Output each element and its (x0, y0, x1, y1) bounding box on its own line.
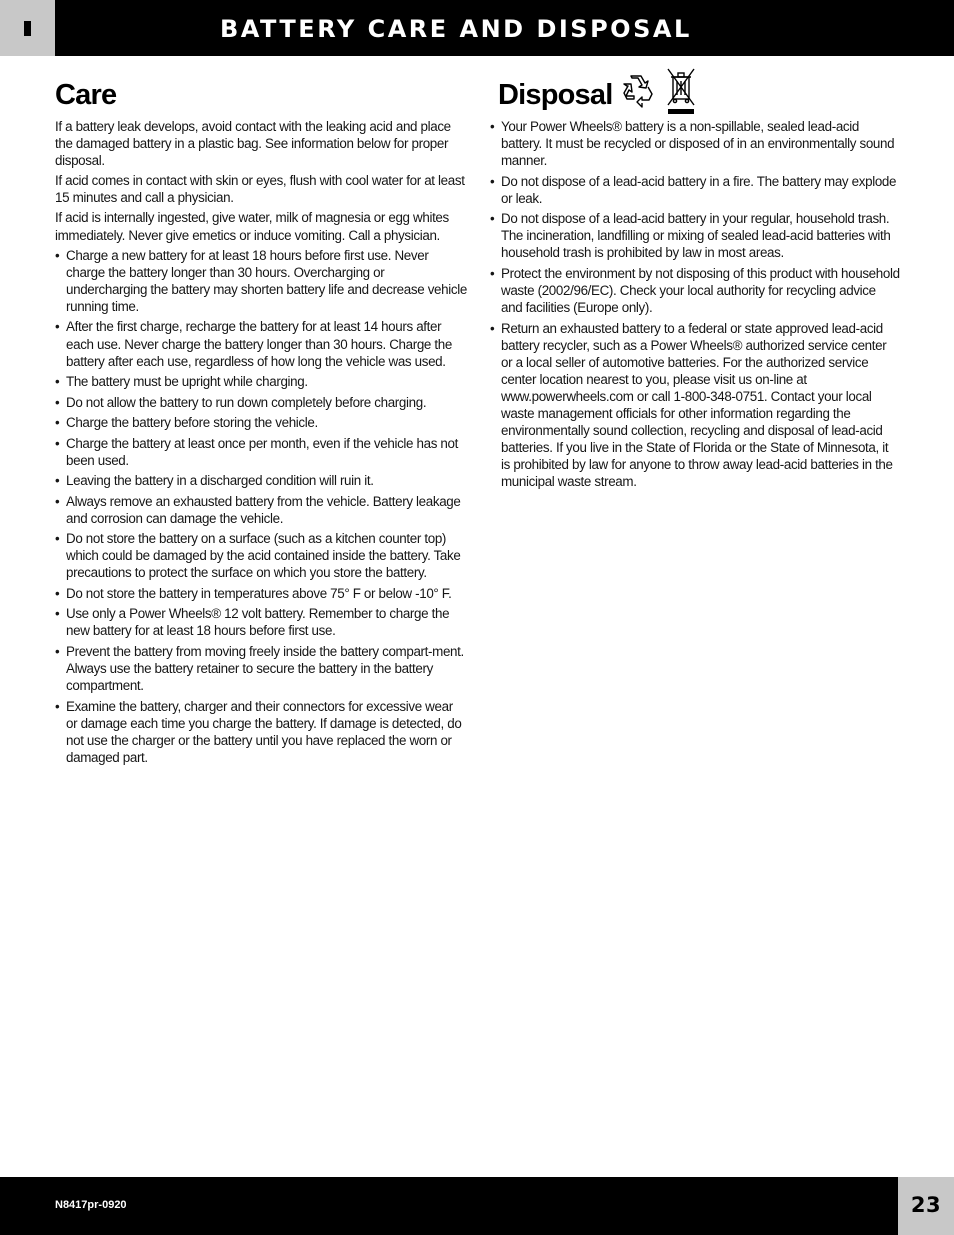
disposal-bullet-item: • Your Power Wheels® battery is a non-spillable, sealed lead-acid battery. It must be recycled or disposed of in an environmentally sound manner. (490, 119, 895, 169)
section-marker-icon (24, 21, 31, 36)
care-bullet-list (55, 247, 467, 766)
care-bullet-item: • Examine the battery, charger and their connectors for excessive wear or damage each time you charge the battery. If damage is detected, do not use the charger or the battery until you have replaced the worn or damaged part. (55, 698, 462, 765)
care-bullet-item: • Do not store the battery in temperatures above 75° F or below -10° F. (55, 585, 452, 601)
care-bullet-item: • The battery must be upright while charging. (55, 374, 308, 390)
recycle-icon (620, 74, 656, 116)
disposal-bullet-item: • Protect the environment by not disposing of this product with household waste (2002/96/EC). Check your local authority for recycling advice and facilities (Europe only). (490, 265, 900, 316)
page-footer (0, 1177, 954, 1235)
disposal-heading (498, 78, 900, 112)
care-bullet-item: • Always remove an exhausted battery from the vehicle. Battery leakage and corrosion can damage the vehicle. (55, 493, 461, 526)
disposal-bullet-item: • Return an exhausted battery to a federal or state approved lead-acid battery recycler, such as a Power Wheels® authorized service center or a local seller of automotive batteries. For the authorized service center location nearest to you, please visit us on-line at www.powerwheels.com or call 1-800-348-0751. Contact your local waste management officials for other information regarding the environmentally sound collection, recycling and disposal of lead-acid batteries. If you live in the State of Florida or the State of Minnesota, it is prohibited by law for anyone to throw away lead-acid batteries in the municipal waste stream. (490, 320, 893, 490)
disposal-bullet-item: • Do not dispose of a lead-acid battery in a fire. The battery may explode or leak. (490, 173, 897, 206)
page-number-box (898, 1177, 954, 1235)
care-bullet-item: • Charge the battery at least once per month, even if the vehicle has not been used. (55, 435, 458, 468)
page-title: BATTERY CARE AND DISPOSAL (220, 15, 692, 43)
care-bullet-item: • Charge the battery before storing the vehicle. (55, 415, 318, 431)
section-tab (0, 0, 55, 56)
care-bullet-item: • After the first charge, recharge the battery for at least 14 hours after each use. Never charge the battery longer than 30 hours. Charge the battery after each use, regardless of how long the vehicle was used. (55, 319, 452, 369)
care-section (55, 78, 467, 769)
care-heading-text: Care (55, 79, 117, 111)
care-bullet-item: • Use only a Power Wheels® 12 volt battery. Remember to charge the new battery for at least 18 hours before first use. (55, 606, 450, 639)
care-bullet-item: • Charge a new battery for at least 18 hours before first use. Never charge the battery longer than 30 hours. Overcharging or undercharging the battery may shorten battery life and decrease vehicle running time. (55, 247, 467, 314)
disposal-bullet-list (490, 118, 900, 491)
disposal-section (490, 78, 900, 494)
care-paragraphs (55, 118, 467, 244)
care-paragraph: If acid comes in contact with skin or eyes, flush with cool water for at least 15 minutes and call a physician. (55, 173, 465, 206)
page-number: 23 (910, 1193, 942, 1217)
page-header (0, 0, 954, 56)
disposal-heading-text: Disposal (498, 79, 613, 111)
care-paragraph: If acid is internally ingested, give water, milk of magnesia or egg whites immediately. Never give emetics or induce vomiting. Call a physician. (55, 210, 449, 243)
care-bullet-item: • Do not allow the battery to run down completely before charging. (55, 394, 427, 410)
care-paragraph: If a battery leak develops, avoid contact with the leaking acid and place the damaged battery in a plastic bag. See information below for proper disposal. (55, 119, 451, 169)
disposal-bullet-item: • Do not dispose of a lead-acid battery in your regular, household trash. The incineration, landfilling or mixing of sealed lead-acid batteries with household trash is prohibited by law in most areas. (490, 211, 891, 261)
care-bullet-item: • Leaving the battery in a discharged condition will ruin it. (55, 473, 374, 489)
care-heading (55, 78, 467, 112)
care-bullet-item: • Prevent the battery from moving freely inside the battery compart-ment. Always use the battery retainer to secure the battery in the battery compartment. (55, 643, 464, 694)
care-bullet-item: • Do not store the battery on a surface (such as a kitchen counter top) which could be damaged by the acid contained inside the battery. Take precautions to protect the surface on which you store the battery. (55, 531, 461, 581)
crossed-out-bin-icon (664, 67, 698, 123)
document-code: N8417pr-0920 (55, 1199, 127, 1211)
